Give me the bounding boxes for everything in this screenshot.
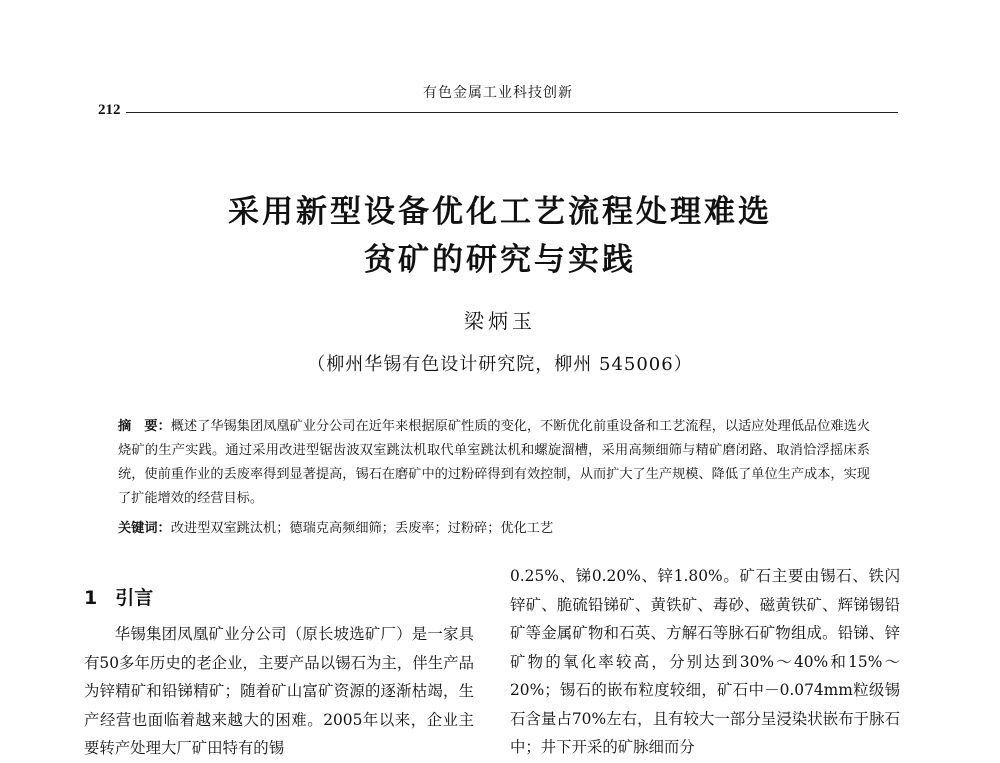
page-number: 212 xyxy=(98,102,125,119)
article-title xyxy=(100,188,900,284)
author-name: 梁炳玉 xyxy=(464,309,536,333)
intro-paragraph: 华锡集团凤凰矿业分公司（原长坡选矿厂）是一家具有50多年历史的老企业，主要产品以锡石为主，伴生产品为锌精矿和铅锑精矿；随着矿山富矿资源的逐渐枯竭，生产经营也面临着越来越大的困难。2005年以来，企业主要转产处理大厂矿田特有的锡 xyxy=(84,625,474,757)
section-title: 引言 xyxy=(115,587,154,609)
abstract-text: 概述了华锡集团凤凰矿业分公司在近年来根据原矿性质的变化，不断优化前重设备和工艺流程，以适应处理低品位难选火烧矿的生产实践。通过采用改进型锯齿波双室跳汰机取代单室跳汰机和螺旋溜槽，采用高频细筛与精矿磨闭路、取消恰浮摇床系统，使前重作业的丢废率得到显著提高，锡石在磨矿中的过粉碎得到有效控制，从而扩大了生产规模、降低了单位生产成本，实现了扩能增效的经营目标。 xyxy=(118,419,871,506)
section-heading xyxy=(84,583,474,610)
body-column-right xyxy=(510,562,900,762)
title-line-1: 采用新型设备优化工艺流程处理难选 xyxy=(228,194,772,230)
title-line-2: 贫矿的研究与实践 xyxy=(364,242,636,278)
abstract xyxy=(118,415,870,511)
keywords xyxy=(118,517,870,541)
abstract-label: 摘 要： xyxy=(118,419,171,434)
body-column-left xyxy=(84,575,474,763)
header-rule xyxy=(126,112,898,113)
journal-name: 有色金属工业科技创新 xyxy=(423,85,573,101)
running-header xyxy=(98,82,898,118)
author-affiliation: （柳州华锡有色设计研究院，柳州 545006） xyxy=(307,354,693,375)
section-number: 1 xyxy=(84,587,98,609)
keywords-label: 关键词： xyxy=(118,521,171,536)
keywords-text: 改进型双室跳汰机；德瑞克高频细筛；丢废率；过粉碎；优化工艺 xyxy=(170,521,554,536)
ore-description-paragraph: 0.25%、锑0.20%、锌1.80%。矿石主要由锡石、铁闪锌矿、脆硫铅锑矿、黄铁矿、毒砂、磁黄铁矿、辉锑锡铅矿等金属矿物和石英、方解石等脉石矿物组成。铅锑、锌矿物的氧化率较高，分别达到30%～40%和15%～20%；锡石的嵌布粒度较细，矿石中－0.074mm粒级锡石含量占70%左右，且有较大一部分呈浸染状嵌布于脉石中；井下开采的矿脉细而分 xyxy=(510,567,900,756)
